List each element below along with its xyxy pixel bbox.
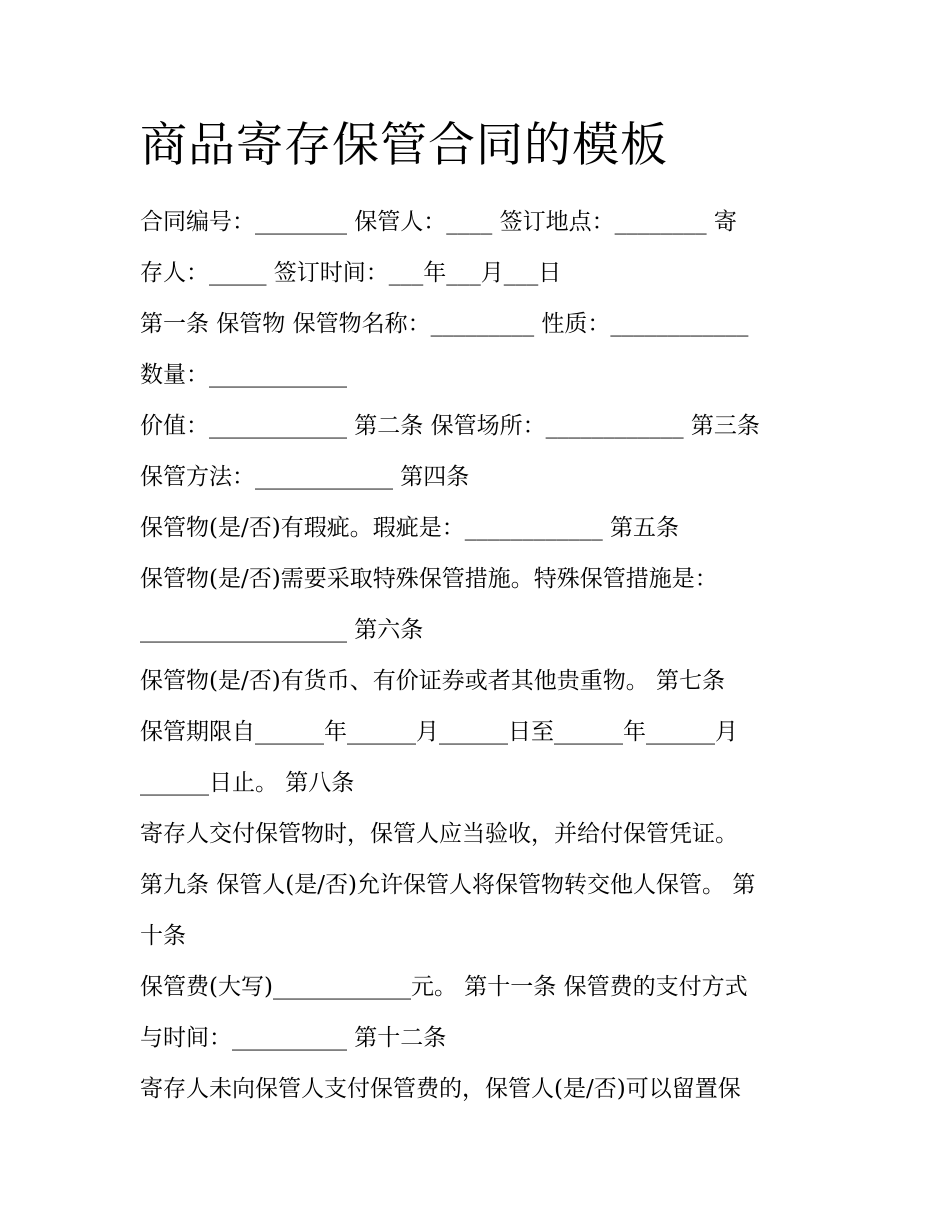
paragraph-line: 合同编号：________ 保管人：____ 签订地点：________ 寄 [140, 209, 737, 235]
paragraph-line: 保管费(大写)____________元。 第十一条 保管费的支付方式 [140, 974, 748, 1000]
paragraph-line: 寄存人未向保管人支付保管费的，保管人(是/否)可以留置保 [140, 1076, 741, 1102]
paragraph-line: 数量：____________ [140, 362, 347, 388]
paragraph-line: 保管期限自______年______月______日至______年______月 [140, 719, 738, 745]
paragraph-line: 保管物(是/否)需要采取特殊保管措施。特殊保管措施是： [140, 566, 718, 592]
paragraph-line: __________________ 第六条 [140, 617, 424, 643]
paragraph-line: 保管物(是/否)有瑕疵。瑕疵是：____________ 第五条 [140, 515, 680, 541]
paragraph-line: 寄存人交付保管物时，保管人应当验收，并给付保管凭证。 [140, 821, 738, 847]
paragraph-line: 与时间：__________ 第十二条 [140, 1025, 447, 1051]
document-title: 商品寄存保管合同的模板 [140, 118, 668, 173]
paragraph-line: 十条 [140, 923, 186, 949]
paragraph-line: 保管方法：____________ 第四条 [140, 464, 470, 490]
paragraph-line: 价值：____________ 第二条 保管场所：____________ 第三条 [140, 413, 760, 439]
paragraph-line: 保管物(是/否)有货币、有价证券或者其他贵重物。 第七条 [140, 668, 726, 694]
paragraph-line: 存人：_____ 签订时间：___年___月___日 [140, 260, 562, 286]
paragraph-line: 第一条 保管物 保管物名称：_________ 性质：____________ [140, 311, 749, 337]
paragraph-line: ______日止。 第八条 [140, 770, 355, 796]
paragraph-line: 第九条 保管人(是/否)允许保管人将保管物转交他人保管。 第 [140, 872, 756, 898]
